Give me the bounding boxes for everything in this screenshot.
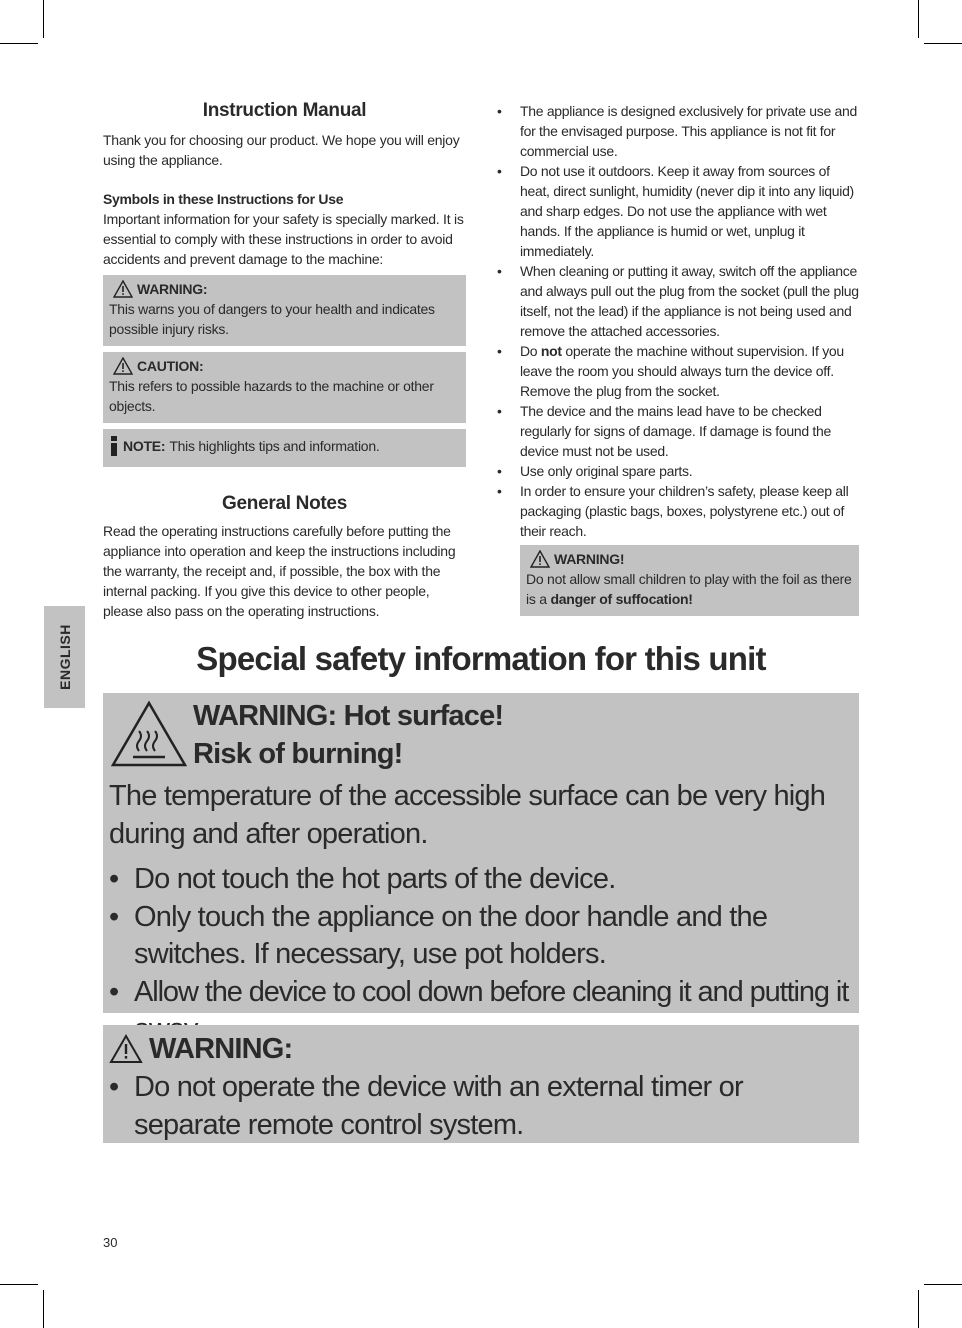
caution-note-box [103, 352, 466, 423]
instruction-manual-title: Instruction Manual [202, 100, 367, 121]
warning-triangle-icon [113, 357, 133, 375]
note-box [103, 429, 466, 467]
crop-mark [43, 0, 44, 38]
crop-mark [0, 1284, 38, 1285]
hot-surface-icon [109, 699, 189, 769]
suffocation-warning-box [520, 545, 859, 616]
warning-text: This warns you of dangers to your health and indicates possible injury risks. [109, 301, 435, 337]
symbols-text: Important information for your safety is specially marked. It is essential to comply with these instructions in order to avoid accidents and prevent damage to the machine: [103, 211, 464, 267]
list-item: • Do not operate the machine without supervision. If you leave the room you should always turn the device off. Remove the plug from the socket. [497, 343, 844, 399]
right-column [497, 101, 859, 616]
hot-surface-text: The temperature of the accessible surface can be very high during and after operation. [109, 780, 826, 850]
list-item: • In order to ensure your children’s safety, please keep all packaging (plastic bags, boxes, polystyrene etc.) out of their reach. [497, 483, 849, 539]
info-icon [109, 436, 119, 456]
list-item: • When cleaning or putting it away, switch off the appliance and always pull out the plug from the socket (pull the plug itself, not the lead) if the appliance is not being used and remove the attached accessories. [497, 263, 859, 339]
left-column [103, 100, 466, 621]
note-text: This highlights tips and information. [169, 438, 380, 454]
warning-triangle-icon [109, 1034, 143, 1064]
hot-surface-title: WARNING: Hot surface! [193, 700, 504, 732]
hot-surface-bullet-list [109, 861, 853, 1049]
language-tab [44, 606, 85, 708]
list-item: • Do not operate the device with an external timer or separate remote control system. [109, 1071, 743, 1141]
warning-label: WARNING: [137, 281, 208, 297]
warning-triangle-icon [530, 550, 550, 568]
burning-risk-title: Risk of burning! [193, 738, 403, 770]
warning-label: WARNING! [554, 551, 625, 567]
safety-bullet-list [497, 101, 859, 541]
hot-surface-warning-box [103, 693, 859, 1013]
language-label: ENGLISH [56, 624, 73, 690]
list-item: • Only touch the appliance on the door handle and the switches. If necessary, use pot holders. [109, 900, 768, 970]
general-notes-title: General Notes [222, 493, 347, 514]
list-item: • Allow the device to cool down before cleaning it and putting it [109, 975, 849, 1008]
timer-warning-label: WARNING: [149, 1033, 293, 1065]
timer-warning-box [103, 1025, 859, 1143]
crop-mark [918, 1290, 919, 1328]
warning-triangle-icon [113, 280, 133, 298]
crop-mark [43, 1290, 44, 1328]
caution-text: This refers to possible hazards to the machine or other objects. [109, 378, 434, 414]
intro-text: Thank you for choosing our product. We hope you will enjoy using the appliance. [103, 132, 460, 168]
special-safety-title: Special safety information for this unit [196, 640, 766, 677]
warning-note-box [103, 275, 466, 346]
crop-mark [0, 43, 38, 44]
crop-mark [918, 0, 919, 38]
list-item: • Do not use it outdoors. Keep it away from sources of heat, direct sunlight, humidity (never dip it into any liquid) and sharp edges. Do not use the appliance with wet hands. If the appliance is humid or wet, unplug it immediately. [497, 163, 854, 259]
symbols-heading: Symbols in these Instructions for Use [103, 191, 344, 207]
list-item: • The device and the mains lead have to be checked regularly for signs of damage. If damage is found the device must not be used. [497, 403, 831, 459]
crop-mark [924, 1284, 962, 1285]
general-notes-text: Read the operating instructions carefully before putting the appliance into operation and keep the instructions including the warranty, the receipt and, if possible, the box with the internal packing. If you give this device to other people, please also pass on the operating instructions. [103, 523, 456, 619]
list-item: • Use only original spare parts. [497, 463, 693, 479]
list-item: • Do not touch the hot parts of the device. [109, 863, 616, 895]
crop-mark [924, 43, 962, 44]
timer-warning-bullet-list [109, 1069, 853, 1144]
page-number: 30 [103, 1235, 118, 1250]
suffocation-warning-text: Do not allow small children to play with the foil as there is a danger of suffocation! [526, 571, 852, 607]
caution-label: CAUTION: [137, 358, 204, 374]
list-item: • The appliance is designed exclusively for private use and for the envisaged purpose. This appliance is not fit for commercial use. [497, 103, 857, 159]
note-label: NOTE: [123, 438, 166, 454]
